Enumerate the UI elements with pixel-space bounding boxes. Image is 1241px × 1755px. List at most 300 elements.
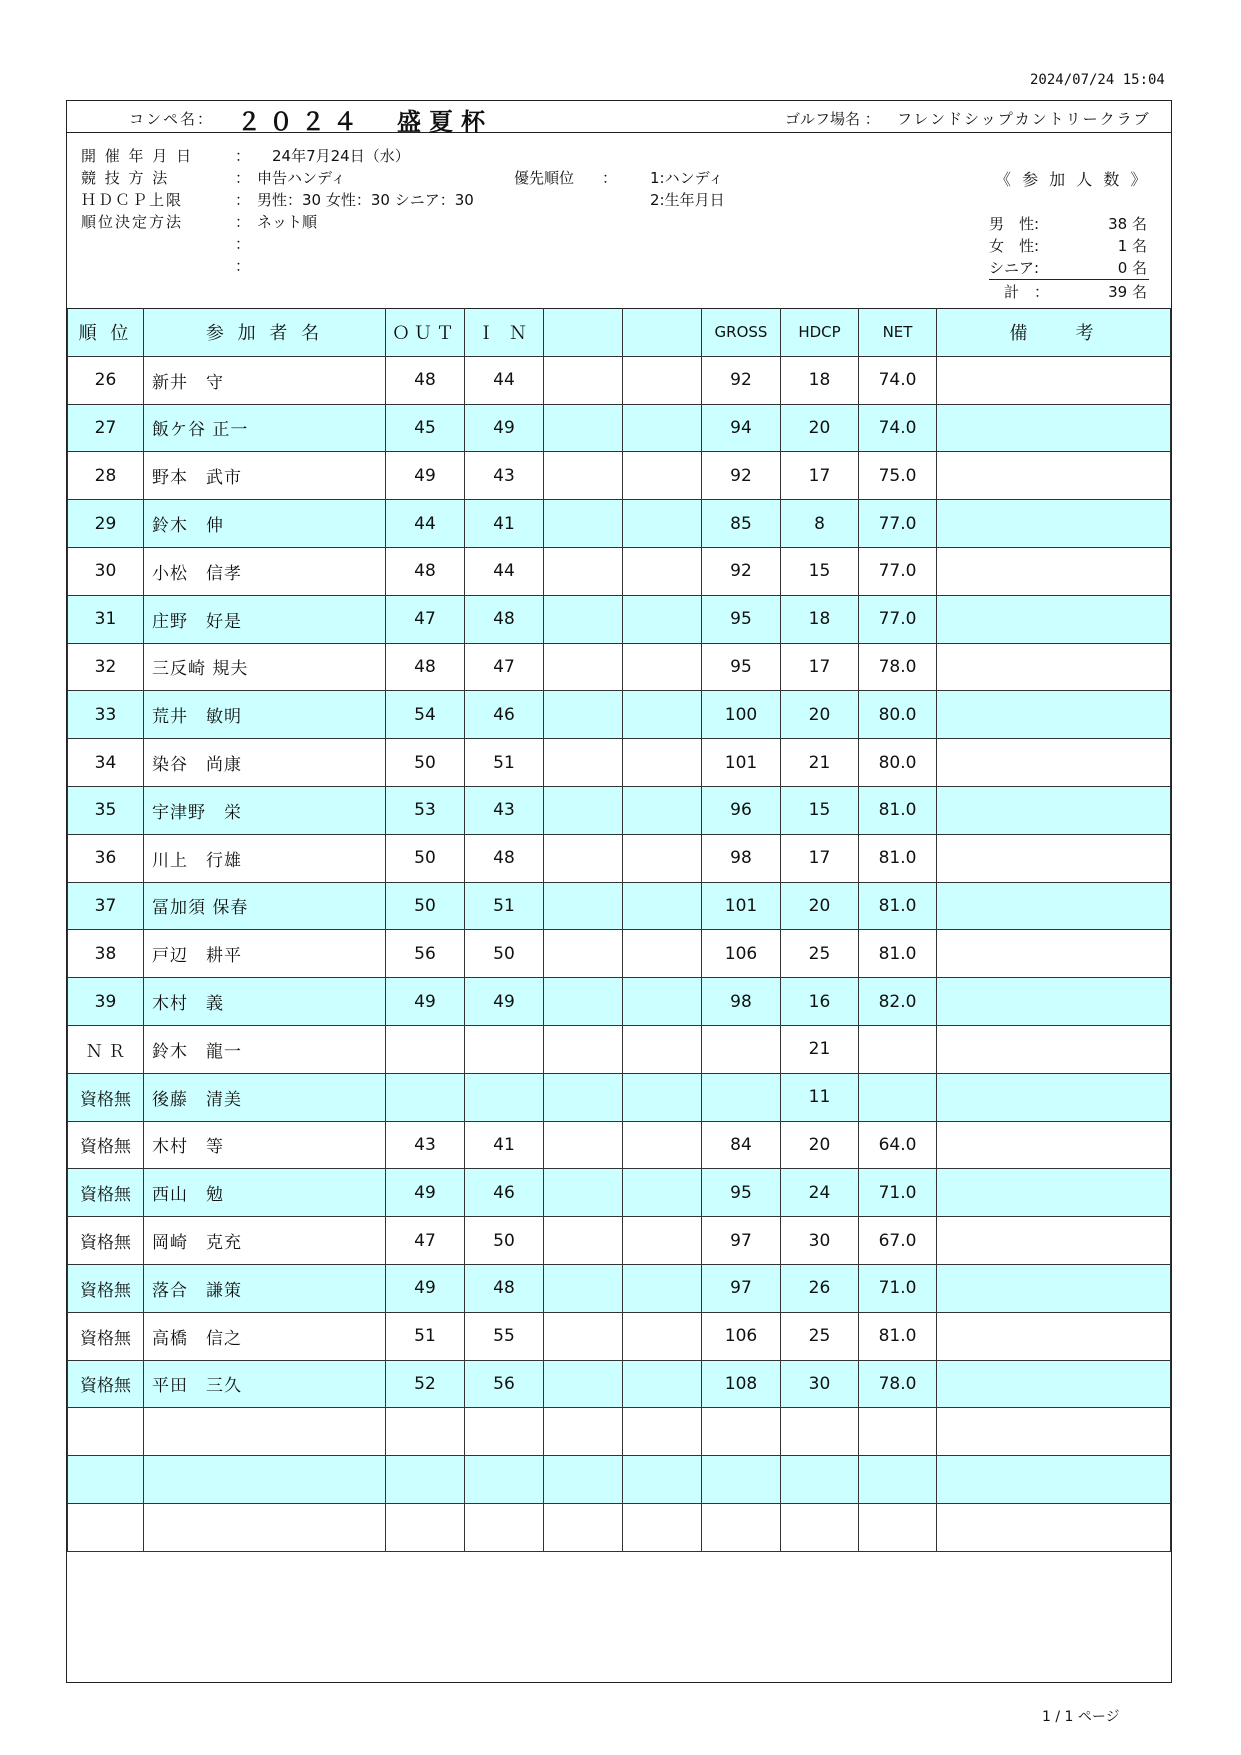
page-number: 1 / 1 ページ <box>1042 1709 1120 1725</box>
table-row <box>68 1456 1171 1504</box>
info-label-hdcp-limit: ＨＤＣＰ上限 <box>81 191 184 209</box>
cell-note <box>937 547 1171 595</box>
cell-out: 50 <box>386 739 465 787</box>
cell-blank-2 <box>623 1456 702 1504</box>
cell-hdcp: 30 <box>781 1217 859 1265</box>
cell-rank: 資格無 <box>68 1121 144 1169</box>
cell-net <box>859 1073 937 1121</box>
cell-out: 51 <box>386 1312 465 1360</box>
cell-in: 41 <box>465 1121 544 1169</box>
cell-blank-1 <box>544 1264 623 1312</box>
cell-net: 81.0 <box>859 882 937 930</box>
table-row <box>68 1025 1171 1073</box>
col-header-blank-1 <box>544 309 623 357</box>
cell-in <box>465 1073 544 1121</box>
cell-blank-2 <box>623 547 702 595</box>
cell-blank-1 <box>544 547 623 595</box>
cell-blank-1 <box>544 452 623 500</box>
cell-hdcp: 20 <box>781 1121 859 1169</box>
cell-note <box>937 978 1171 1026</box>
table-row <box>68 739 1171 787</box>
cell-blank-2 <box>623 595 702 643</box>
col-header-name: 参 加 者 名 <box>144 309 386 357</box>
cell-gross: 85 <box>702 500 781 548</box>
cell-gross <box>702 1408 781 1456</box>
cell-player-name: 木村 等 <box>144 1121 386 1169</box>
cell-net <box>859 1025 937 1073</box>
cell-note <box>937 1264 1171 1312</box>
cell-in: 55 <box>465 1312 544 1360</box>
summary-divider <box>989 279 1149 280</box>
cell-blank-2 <box>623 978 702 1026</box>
cell-player-name: 岡崎 克充 <box>144 1217 386 1265</box>
summary-value: 38 名 <box>1108 215 1147 233</box>
cell-net: 81.0 <box>859 786 937 834</box>
table-row <box>68 1503 1171 1551</box>
table-row <box>68 500 1171 548</box>
summary-label: 計 ： <box>989 283 1050 301</box>
info-colon: ： <box>235 169 251 187</box>
cell-in: 50 <box>465 1217 544 1265</box>
cell-net: 78.0 <box>859 1360 937 1408</box>
cell-in: 48 <box>465 595 544 643</box>
cell-note <box>937 834 1171 882</box>
info-value-date: 24年7月24日（水） <box>257 147 410 165</box>
cell-blank-2 <box>623 356 702 404</box>
cell-blank-1 <box>544 1169 623 1217</box>
cell-net: 77.0 <box>859 500 937 548</box>
info-label-method: 競 技 方 法 <box>81 169 170 187</box>
cell-gross: 106 <box>702 1312 781 1360</box>
cell-net: 78.0 <box>859 643 937 691</box>
results-table <box>67 308 1171 1552</box>
cell-rank: 資格無 <box>68 1312 144 1360</box>
cell-in: 49 <box>465 978 544 1026</box>
cell-in: 41 <box>465 500 544 548</box>
cell-note <box>937 500 1171 548</box>
cell-out: 49 <box>386 1264 465 1312</box>
cell-blank-2 <box>623 452 702 500</box>
cell-note <box>937 691 1171 739</box>
cell-hdcp: 21 <box>781 739 859 787</box>
cell-note <box>937 1073 1171 1121</box>
cell-gross: 106 <box>702 930 781 978</box>
table-row <box>68 882 1171 930</box>
cell-note <box>937 786 1171 834</box>
cell-gross: 96 <box>702 786 781 834</box>
cell-note <box>937 595 1171 643</box>
cell-in <box>465 1456 544 1504</box>
cell-player-name: 高橋 信之 <box>144 1312 386 1360</box>
cell-blank-1 <box>544 882 623 930</box>
cell-player-name: 川上 行雄 <box>144 834 386 882</box>
info-label-ranking-method: 順位決定方法 <box>81 213 184 231</box>
cell-note <box>937 930 1171 978</box>
cell-rank <box>68 1408 144 1456</box>
cell-player-name: 西山 勉 <box>144 1169 386 1217</box>
cell-note <box>937 356 1171 404</box>
cell-blank-1 <box>544 1360 623 1408</box>
summary-row-senior <box>989 257 1149 279</box>
cell-net <box>859 1503 937 1551</box>
cell-blank-1 <box>544 643 623 691</box>
cell-rank: 30 <box>68 547 144 595</box>
cell-rank <box>68 1456 144 1504</box>
cell-in: 46 <box>465 1169 544 1217</box>
cell-player-name: 野本 武市 <box>144 452 386 500</box>
cell-hdcp: 20 <box>781 691 859 739</box>
cell-hdcp: 21 <box>781 1025 859 1073</box>
cell-hdcp <box>781 1503 859 1551</box>
cell-net: 81.0 <box>859 930 937 978</box>
cell-net: 74.0 <box>859 404 937 452</box>
cell-player-name <box>144 1503 386 1551</box>
col-header-hdcp: HDCP <box>781 309 859 357</box>
col-header-rank: 順 位 <box>68 309 144 357</box>
cell-rank: 33 <box>68 691 144 739</box>
cell-gross <box>702 1456 781 1504</box>
cell-rank: 37 <box>68 882 144 930</box>
cell-rank: 38 <box>68 930 144 978</box>
cell-note <box>937 1217 1171 1265</box>
results-sheet <box>66 100 1172 1683</box>
cell-hdcp: 20 <box>781 404 859 452</box>
cell-gross: 92 <box>702 452 781 500</box>
cell-gross: 98 <box>702 834 781 882</box>
info-value-hdcp-limit: 男性：30 女性：30 シニア：30 <box>257 191 474 209</box>
cell-out <box>386 1456 465 1504</box>
cell-gross: 95 <box>702 1169 781 1217</box>
cell-hdcp: 20 <box>781 882 859 930</box>
cell-hdcp: 30 <box>781 1360 859 1408</box>
cell-player-name: 三反崎 規夫 <box>144 643 386 691</box>
cell-in: 48 <box>465 834 544 882</box>
info-colon: ： <box>235 213 251 231</box>
cell-rank: 31 <box>68 595 144 643</box>
cell-in: 44 <box>465 356 544 404</box>
cell-hdcp: 26 <box>781 1264 859 1312</box>
cell-blank-2 <box>623 643 702 691</box>
cell-gross: 98 <box>702 978 781 1026</box>
cell-blank-2 <box>623 1073 702 1121</box>
cell-blank-2 <box>623 1312 702 1360</box>
table-row <box>68 691 1171 739</box>
course-label: ゴルフ場名 ： <box>785 110 880 128</box>
cell-net: 82.0 <box>859 978 937 1026</box>
cell-out: 50 <box>386 834 465 882</box>
table-row <box>68 595 1171 643</box>
cell-gross: 97 <box>702 1264 781 1312</box>
cell-hdcp: 15 <box>781 786 859 834</box>
cell-blank-1 <box>544 404 623 452</box>
cell-gross: 101 <box>702 739 781 787</box>
cell-out: 48 <box>386 356 465 404</box>
col-header-in: Ｉ Ｎ <box>465 309 544 357</box>
col-header-gross: GROSS <box>702 309 781 357</box>
cell-gross <box>702 1025 781 1073</box>
cell-blank-1 <box>544 1312 623 1360</box>
summary-label: シニア: <box>989 259 1040 277</box>
cell-blank-2 <box>623 930 702 978</box>
cell-gross: 94 <box>702 404 781 452</box>
cell-blank-1 <box>544 691 623 739</box>
cell-blank-1 <box>544 1456 623 1504</box>
cell-hdcp: 18 <box>781 356 859 404</box>
cell-in <box>465 1408 544 1456</box>
title-bar <box>67 101 1171 136</box>
cell-hdcp: 18 <box>781 595 859 643</box>
cell-in: 46 <box>465 691 544 739</box>
cell-hdcp: 11 <box>781 1073 859 1121</box>
cell-net: 64.0 <box>859 1121 937 1169</box>
table-row <box>68 1360 1171 1408</box>
cell-player-name: 戸辺 耕平 <box>144 930 386 978</box>
cell-rank: 資格無 <box>68 1169 144 1217</box>
cell-gross: 92 <box>702 547 781 595</box>
cell-rank: 資格無 <box>68 1217 144 1265</box>
cell-out <box>386 1025 465 1073</box>
cell-blank-1 <box>544 1025 623 1073</box>
cell-rank: 資格無 <box>68 1073 144 1121</box>
summary-row-female <box>989 235 1149 257</box>
cell-out: 56 <box>386 930 465 978</box>
cell-out <box>386 1408 465 1456</box>
cell-player-name: 荒井 敏明 <box>144 691 386 739</box>
table-row <box>68 834 1171 882</box>
info-colon: ： <box>235 191 251 209</box>
cell-rank: 資格無 <box>68 1360 144 1408</box>
cell-hdcp: 17 <box>781 834 859 882</box>
cell-net: 71.0 <box>859 1264 937 1312</box>
cell-blank-2 <box>623 691 702 739</box>
cell-in <box>465 1025 544 1073</box>
cell-player-name: 鈴木 龍一 <box>144 1025 386 1073</box>
cell-out: 54 <box>386 691 465 739</box>
table-row <box>68 1217 1171 1265</box>
priority-value-1: 1:ハンディ <box>650 169 724 187</box>
cell-blank-1 <box>544 356 623 404</box>
cell-player-name: 小松 信孝 <box>144 547 386 595</box>
cell-blank-1 <box>544 1408 623 1456</box>
cell-gross: 92 <box>702 356 781 404</box>
cell-in: 49 <box>465 404 544 452</box>
cell-net: 74.0 <box>859 356 937 404</box>
cell-net: 81.0 <box>859 834 937 882</box>
info-label-date: 開 催 年 月 日 <box>81 147 194 165</box>
cell-out: 48 <box>386 547 465 595</box>
summary-label: 女 性: <box>989 237 1040 255</box>
course-name: フレンドシップカントリークラブ <box>897 110 1151 128</box>
cell-in: 43 <box>465 452 544 500</box>
cell-player-name: 新井 守 <box>144 356 386 404</box>
cell-rank: 35 <box>68 786 144 834</box>
info-value-ranking-method: ネット順 <box>257 213 318 231</box>
cell-out: 52 <box>386 1360 465 1408</box>
cell-in: 47 <box>465 643 544 691</box>
cell-note <box>937 882 1171 930</box>
col-header-out: ＯＵＴ <box>386 309 465 357</box>
cell-note <box>937 1025 1171 1073</box>
cell-rank: 27 <box>68 404 144 452</box>
cell-player-name: 庄野 好是 <box>144 595 386 643</box>
cell-blank-1 <box>544 595 623 643</box>
table-row <box>68 930 1171 978</box>
cell-note <box>937 1360 1171 1408</box>
cell-hdcp: 25 <box>781 1312 859 1360</box>
cell-in: 44 <box>465 547 544 595</box>
cell-gross: 95 <box>702 643 781 691</box>
cell-out: 47 <box>386 1217 465 1265</box>
cell-player-name: 染谷 尚康 <box>144 739 386 787</box>
cell-blank-2 <box>623 882 702 930</box>
cell-blank-2 <box>623 1264 702 1312</box>
cell-hdcp: 24 <box>781 1169 859 1217</box>
table-header-row <box>68 309 1171 357</box>
cell-blank-1 <box>544 786 623 834</box>
cell-rank: 26 <box>68 356 144 404</box>
cell-hdcp: 16 <box>781 978 859 1026</box>
cell-gross: 108 <box>702 1360 781 1408</box>
cell-player-name: 後藤 清美 <box>144 1073 386 1121</box>
cell-in: 50 <box>465 930 544 978</box>
cell-net: 77.0 <box>859 595 937 643</box>
cell-in <box>465 1503 544 1551</box>
summary-value: 0 名 <box>1117 259 1147 277</box>
cell-player-name <box>144 1456 386 1504</box>
cell-blank-2 <box>623 1121 702 1169</box>
cell-player-name <box>144 1408 386 1456</box>
competition-label: コンペ名： <box>129 110 215 128</box>
cell-hdcp: 8 <box>781 500 859 548</box>
cell-in: 56 <box>465 1360 544 1408</box>
cell-blank-2 <box>623 834 702 882</box>
cell-note <box>937 1312 1171 1360</box>
cell-net: 67.0 <box>859 1217 937 1265</box>
cell-rank: 39 <box>68 978 144 1026</box>
cell-note <box>937 1169 1171 1217</box>
priority-colon: ： <box>602 169 618 187</box>
col-header-net: NET <box>859 309 937 357</box>
cell-blank-1 <box>544 978 623 1026</box>
summary-value: 39 名 <box>1108 283 1147 301</box>
cell-net: 75.0 <box>859 452 937 500</box>
competition-info <box>67 133 1171 308</box>
cell-out <box>386 1503 465 1551</box>
participants-summary-title: 《 参 加 人 数 》 <box>995 170 1150 189</box>
cell-hdcp: 25 <box>781 930 859 978</box>
cell-blank-1 <box>544 930 623 978</box>
cell-rank: 32 <box>68 643 144 691</box>
table-row <box>68 1169 1171 1217</box>
info-colon: ： <box>235 257 251 275</box>
cell-player-name: 飯ケ谷 正一 <box>144 404 386 452</box>
summary-value: 1 名 <box>1117 237 1147 255</box>
cell-note <box>937 452 1171 500</box>
cell-blank-1 <box>544 834 623 882</box>
cell-in: 43 <box>465 786 544 834</box>
cell-rank: 資格無 <box>68 1264 144 1312</box>
cell-rank <box>68 1503 144 1551</box>
table-row <box>68 452 1171 500</box>
table-row <box>68 1073 1171 1121</box>
table-row <box>68 1264 1171 1312</box>
cell-blank-1 <box>544 1121 623 1169</box>
cell-note <box>937 643 1171 691</box>
cell-out: 50 <box>386 882 465 930</box>
cell-gross <box>702 1073 781 1121</box>
cell-player-name: 鈴木 伸 <box>144 500 386 548</box>
cell-gross <box>702 1503 781 1551</box>
table-row <box>68 643 1171 691</box>
cell-blank-2 <box>623 1217 702 1265</box>
cell-player-name: 宇津野 栄 <box>144 786 386 834</box>
cell-net: 80.0 <box>859 739 937 787</box>
table-row <box>68 1312 1171 1360</box>
cell-rank: 29 <box>68 500 144 548</box>
cell-player-name: 平田 三久 <box>144 1360 386 1408</box>
cell-hdcp <box>781 1408 859 1456</box>
info-colon: ： <box>235 147 251 165</box>
cell-blank-1 <box>544 500 623 548</box>
cell-net <box>859 1408 937 1456</box>
cell-in: 48 <box>465 1264 544 1312</box>
summary-row-total <box>989 281 1149 303</box>
cell-rank: 34 <box>68 739 144 787</box>
competition-name: ２０２４ 盛夏杯 <box>237 108 493 136</box>
cell-blank-2 <box>623 1360 702 1408</box>
info-colon: ： <box>235 235 251 253</box>
cell-out: 44 <box>386 500 465 548</box>
cell-gross: 101 <box>702 882 781 930</box>
cell-rank: 28 <box>68 452 144 500</box>
cell-note <box>937 1456 1171 1504</box>
cell-blank-2 <box>623 739 702 787</box>
cell-player-name: 冨加須 保春 <box>144 882 386 930</box>
info-value-method: 申告ハンディ <box>257 169 346 187</box>
table-row <box>68 1408 1171 1456</box>
cell-blank-1 <box>544 1073 623 1121</box>
print-timestamp: 2024/07/24 15:04 <box>1030 72 1165 88</box>
cell-out: 47 <box>386 595 465 643</box>
cell-blank-1 <box>544 1503 623 1551</box>
cell-hdcp <box>781 1456 859 1504</box>
cell-net <box>859 1456 937 1504</box>
cell-note <box>937 1408 1171 1456</box>
cell-net: 81.0 <box>859 1312 937 1360</box>
cell-rank: Ｎ Ｒ <box>68 1025 144 1073</box>
cell-blank-2 <box>623 1408 702 1456</box>
cell-player-name: 木村 義 <box>144 978 386 1026</box>
cell-player-name: 落合 謙策 <box>144 1264 386 1312</box>
cell-hdcp: 17 <box>781 452 859 500</box>
table-row <box>68 786 1171 834</box>
col-header-blank-2 <box>623 309 702 357</box>
cell-net: 80.0 <box>859 691 937 739</box>
cell-blank-2 <box>623 1025 702 1073</box>
cell-blank-2 <box>623 1169 702 1217</box>
cell-note <box>937 404 1171 452</box>
summary-row-male <box>989 213 1149 235</box>
cell-blank-1 <box>544 1217 623 1265</box>
table-row <box>68 978 1171 1026</box>
cell-out <box>386 1073 465 1121</box>
cell-out: 49 <box>386 452 465 500</box>
cell-net: 77.0 <box>859 547 937 595</box>
cell-blank-2 <box>623 1503 702 1551</box>
cell-in: 51 <box>465 739 544 787</box>
cell-gross: 84 <box>702 1121 781 1169</box>
table-row <box>68 404 1171 452</box>
